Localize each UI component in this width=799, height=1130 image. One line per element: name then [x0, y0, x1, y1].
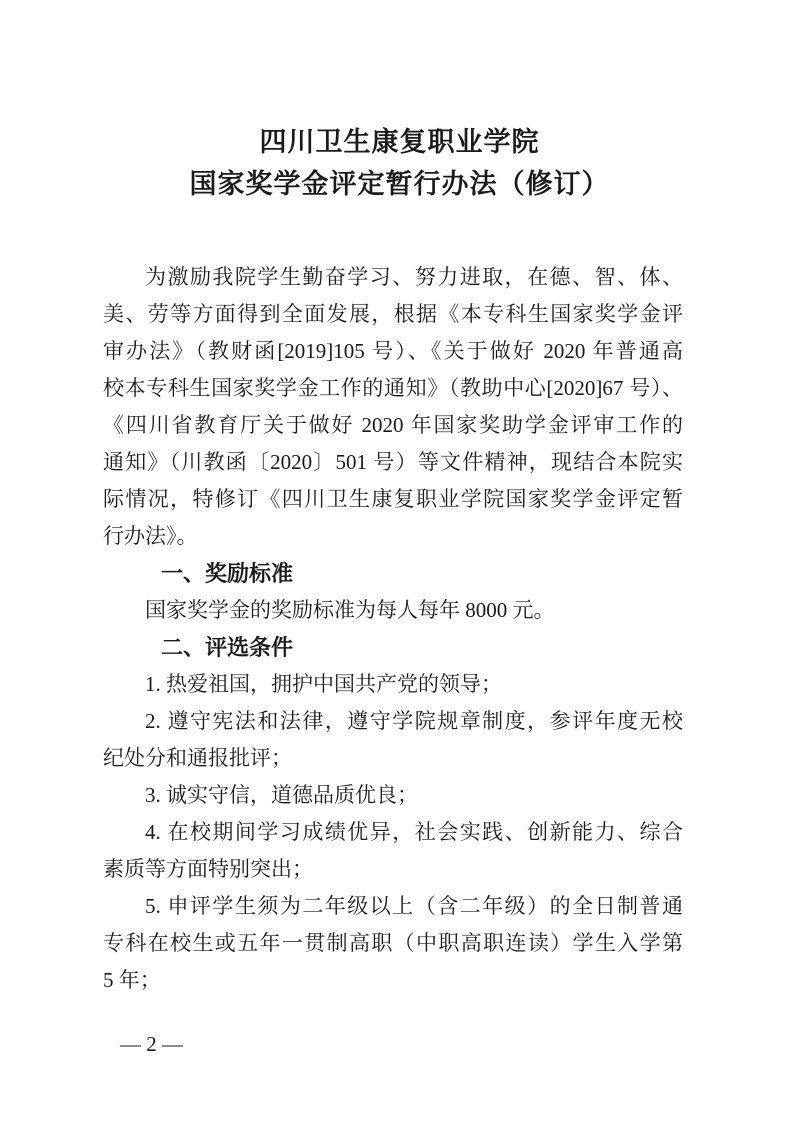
text-line: 5 年；: [103, 968, 161, 992]
text-line: 1. 热爱祖国，拥护中国共产党的领导；: [145, 672, 502, 696]
page-number: — 2 —: [120, 1032, 183, 1056]
text-line: 美、劳等方面得到全面发展，根据《本专科生国家奖学金评: [103, 302, 683, 326]
text-line: 专科在校生或五年一贯制高职（中职高职连读）学生入学第: [103, 931, 683, 955]
title-line-1: 四川卫生康复职业学院: [259, 127, 540, 157]
section-heading: 二、评选条件: [161, 635, 294, 660]
text-line: 国家奖学金的奖励标准为每人每年 8000 元。: [145, 598, 555, 622]
text-line: 行办法》。: [103, 524, 198, 548]
text-line: 2. 遵守宪法和法律，遵守学院规章制度，参评年度无校: [145, 709, 683, 733]
text-line: 为激励我院学生勤奋学习、努力进取，在德、智、体、: [145, 265, 683, 289]
text-line: 3. 诚实守信，道德品质优良；: [145, 783, 418, 807]
text-line: 际情况，特修订《四川卫生康复职业学院国家奖学金评定暂: [103, 487, 683, 511]
title-line-2: 国家奖学金评定暂行办法（修订）: [189, 169, 610, 199]
text-line: 4. 在校期间学习成绩优异，社会实践、创新能力、综合: [145, 820, 683, 844]
text-line: 纪处分和通报批评；: [103, 746, 292, 770]
text-line: 通知》（川教函〔2020〕501 号）等文件精神，现结合本院实: [103, 450, 683, 474]
text-line: 审办法》（教财函[2019]105 号）、《关于做好 2020 年普通高: [103, 339, 683, 363]
document-content: [103, 259, 683, 999]
text-line: 校本专科生国家奖学金工作的通知》（教助中心[2020]67 号）、: [103, 376, 683, 400]
document-title: [0, 121, 799, 205]
section-heading: 一、奖励标准: [161, 561, 294, 586]
text-line: 5. 申评学生须为二年级以上（含二年级）的全日制普通: [145, 894, 683, 918]
text-line: 《四川省教育厅关于做好 2020 年国家奖助学金评审工作的: [103, 413, 683, 437]
text-line: 素质等方面特别突出；: [103, 857, 313, 881]
